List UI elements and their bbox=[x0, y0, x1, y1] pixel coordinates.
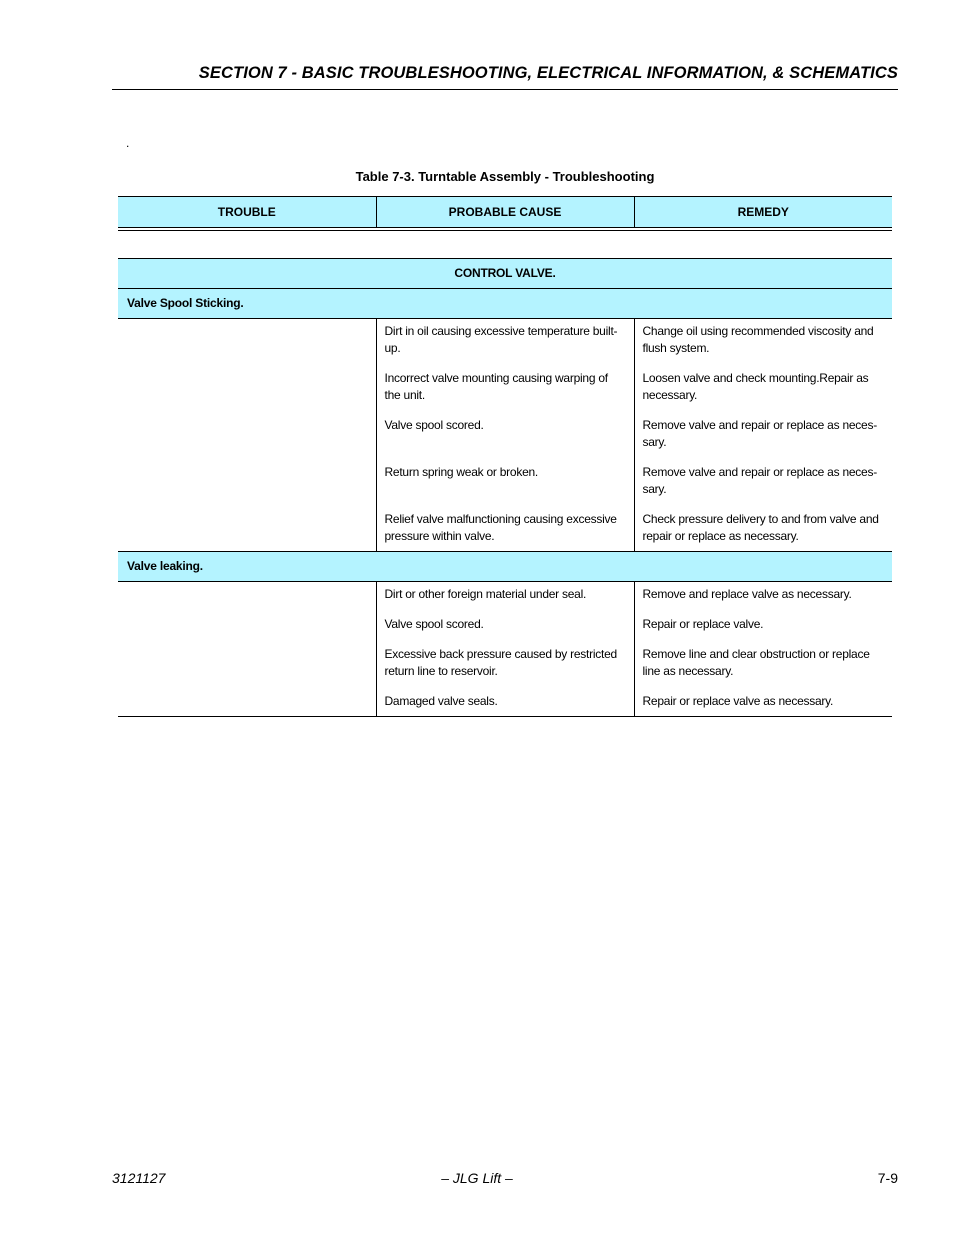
column-header-remedy: REMEDY bbox=[634, 197, 892, 228]
cause-cell bbox=[376, 319, 634, 552]
trouble-title: Valve Spool Sticking. bbox=[118, 289, 892, 319]
cause-text: Dirt in oil causing excessive temperature built-up. bbox=[384, 324, 618, 355]
column-header-trouble: TROUBLE bbox=[118, 197, 376, 228]
trouble-title: Valve leaking. bbox=[118, 552, 892, 582]
trouble-cell bbox=[118, 319, 376, 552]
table-row bbox=[118, 319, 892, 552]
remedy-cell bbox=[634, 319, 892, 552]
remedy-text: Remove and replace valve as necessary. bbox=[642, 587, 852, 601]
column-header-probable-cause: PROBABLE CAUSE bbox=[376, 197, 634, 228]
table-caption: Table 7-3. Turntable Assembly - Troubleshooting bbox=[355, 169, 655, 184]
stray-mark: . bbox=[126, 136, 130, 150]
remedy-text: Repair or replace valve. bbox=[642, 617, 764, 631]
trouble-band bbox=[118, 289, 892, 319]
remedy-text: Remove valve and repair or replace as neces-sary. bbox=[642, 418, 877, 449]
troubleshooting-table bbox=[118, 258, 892, 717]
section-band bbox=[118, 259, 892, 289]
remedy-text: Repair or replace valve as necessary. bbox=[642, 694, 834, 708]
cause-text: Relief valve malfunctioning causing excessive pressure within valve. bbox=[384, 512, 617, 543]
remedy-text: Remove line and clear obstruction or replace line as necessary. bbox=[642, 647, 870, 678]
section-title: SECTION 7 - BASIC TROUBLESHOOTING, ELECTRICAL INFORMATION, & SCHEMATICS bbox=[198, 64, 898, 82]
remedy-cell bbox=[634, 582, 892, 717]
table-row bbox=[118, 582, 892, 717]
remedy-text: Check pressure delivery to and from valve and repair or replace as necessary. bbox=[642, 512, 879, 543]
page-number: 7-9 bbox=[877, 1170, 898, 1186]
cause-text: Damaged valve seals. bbox=[384, 694, 498, 708]
header-rule bbox=[112, 89, 898, 90]
remedy-text: Remove valve and repair or replace as neces-sary. bbox=[642, 465, 877, 496]
remedy-text: Loosen valve and check mounting.Repair as necessary. bbox=[642, 371, 869, 402]
table-header bbox=[118, 196, 892, 228]
document-number: 3121127 bbox=[112, 1170, 166, 1186]
publisher-footer: – JLG Lift – bbox=[441, 1170, 513, 1186]
cause-text: Valve spool scored. bbox=[384, 617, 484, 631]
trouble-cell bbox=[118, 582, 376, 717]
cause-text: Valve spool scored. bbox=[384, 418, 484, 432]
cause-text: Incorrect valve mounting causing warping of the unit. bbox=[384, 371, 608, 402]
header-divider bbox=[118, 230, 892, 231]
cause-text: Dirt or other foreign material under seal. bbox=[384, 587, 587, 601]
section-band-title: CONTROL VALVE. bbox=[118, 259, 892, 289]
cause-text: Return spring weak or broken. bbox=[384, 465, 538, 479]
cause-text: Excessive back pressure caused by restricted return line to reservoir. bbox=[384, 647, 617, 678]
cause-cell bbox=[376, 582, 634, 717]
trouble-band bbox=[118, 552, 892, 582]
remedy-text: Change oil using recommended viscosity and flush system. bbox=[642, 324, 874, 355]
